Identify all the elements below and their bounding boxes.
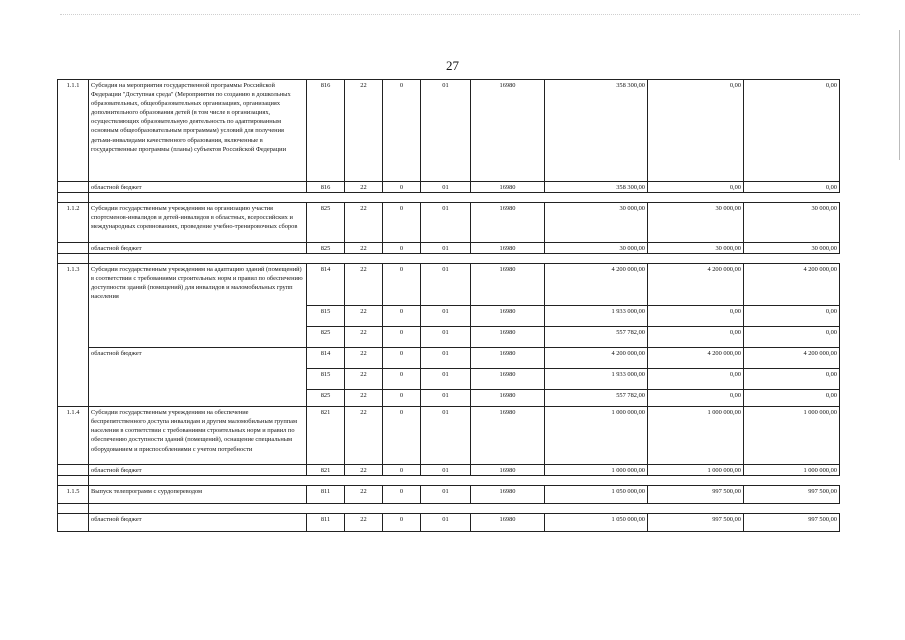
row-index: 1.1.5 [58, 486, 89, 504]
code-cell: 16980 [471, 243, 545, 254]
code-cell: 01 [421, 80, 471, 182]
row-gap [58, 254, 840, 264]
code-cell: 01 [421, 327, 471, 348]
amount-cell: 557 782,00 [545, 390, 648, 407]
code-cell: 825 [307, 390, 345, 407]
code-cell: 0 [383, 80, 421, 182]
code-cell: 22 [345, 348, 383, 369]
table-row [58, 203, 840, 243]
code-cell: 0 [383, 390, 421, 407]
amount-cell: 557 782,00 [545, 327, 648, 348]
table-row [58, 80, 840, 182]
code-cell: 815 [307, 306, 345, 327]
table-row [58, 243, 840, 254]
code-cell: 16980 [471, 514, 545, 532]
code-cell: 01 [421, 514, 471, 532]
amount-cell: 1 050 000,00 [545, 514, 648, 532]
amount-cell: 4 200 000,00 [648, 264, 744, 306]
amount-cell: 997 500,00 [744, 486, 840, 504]
row-description: Субсидии государственным учреждениям на адаптацию зданий (помещений) в соответствии с требованиями строительных норм и правил по обеспечению доступности зданий (помещений) для инвалидов и маломобильных групп населения [89, 264, 307, 348]
row-description: Выпуск телепрограмм с сурдопереводом [89, 486, 307, 504]
code-cell: 16980 [471, 203, 545, 243]
code-cell: 0 [383, 369, 421, 390]
table-row [58, 407, 840, 465]
code-cell: 0 [383, 306, 421, 327]
code-cell: 01 [421, 486, 471, 504]
code-cell: 22 [345, 486, 383, 504]
amount-cell: 997 500,00 [744, 514, 840, 532]
code-cell: 0 [383, 264, 421, 306]
row-index: 1.1.3 [58, 264, 89, 407]
code-cell: 01 [421, 465, 471, 476]
row-index: 1.1.4 [58, 407, 89, 465]
code-cell: 0 [383, 348, 421, 369]
code-cell: 01 [421, 348, 471, 369]
amount-cell: 0,00 [648, 390, 744, 407]
code-cell: 815 [307, 369, 345, 390]
amount-cell: 1 933 000,00 [545, 369, 648, 390]
amount-cell: 358 300,00 [545, 80, 648, 182]
amount-cell: 4 200 000,00 [545, 348, 648, 369]
row-description: областной бюджет [89, 243, 307, 254]
code-cell: 22 [345, 264, 383, 306]
amount-cell: 0,00 [648, 327, 744, 348]
row-description: областной бюджет [89, 465, 307, 476]
row-index [58, 465, 89, 476]
amount-cell: 0,00 [744, 369, 840, 390]
table-row [58, 465, 840, 476]
amount-cell: 1 000 000,00 [545, 407, 648, 465]
amount-cell: 30 000,00 [545, 203, 648, 243]
code-cell: 01 [421, 182, 471, 193]
code-cell: 0 [383, 182, 421, 193]
amount-cell: 0,00 [744, 327, 840, 348]
amount-cell: 30 000,00 [648, 203, 744, 243]
code-cell: 22 [345, 182, 383, 193]
amount-cell: 997 500,00 [648, 514, 744, 532]
code-cell: 01 [421, 390, 471, 407]
amount-cell: 30 000,00 [648, 243, 744, 254]
amount-cell: 1 050 000,00 [545, 486, 648, 504]
amount-cell: 0,00 [744, 80, 840, 182]
code-cell: 22 [345, 407, 383, 465]
row-index: 1.1.2 [58, 203, 89, 243]
code-cell: 16980 [471, 369, 545, 390]
amount-cell: 1 000 000,00 [648, 465, 744, 476]
code-cell: 16980 [471, 390, 545, 407]
amount-cell: 1 000 000,00 [545, 465, 648, 476]
scan-noise-top [60, 14, 860, 15]
code-cell: 816 [307, 182, 345, 193]
amount-cell: 0,00 [648, 306, 744, 327]
row-description: областной бюджет [89, 182, 307, 193]
code-cell: 816 [307, 80, 345, 182]
code-cell: 16980 [471, 327, 545, 348]
code-cell: 22 [345, 306, 383, 327]
code-cell: 22 [345, 80, 383, 182]
code-cell: 825 [307, 243, 345, 254]
amount-cell: 997 500,00 [648, 486, 744, 504]
amount-cell: 1 000 000,00 [744, 465, 840, 476]
code-cell: 0 [383, 243, 421, 254]
code-cell: 16980 [471, 80, 545, 182]
code-cell: 22 [345, 369, 383, 390]
table-row [58, 264, 840, 306]
amount-cell: 0,00 [744, 182, 840, 193]
code-cell: 01 [421, 306, 471, 327]
budget-table [57, 79, 840, 532]
table-row [58, 348, 840, 369]
code-cell: 814 [307, 348, 345, 369]
code-cell: 16980 [471, 348, 545, 369]
amount-cell: 30 000,00 [545, 243, 648, 254]
code-cell: 0 [383, 407, 421, 465]
row-gap [58, 504, 840, 514]
code-cell: 825 [307, 203, 345, 243]
code-cell: 811 [307, 486, 345, 504]
code-cell: 821 [307, 407, 345, 465]
code-cell: 16980 [471, 486, 545, 504]
code-cell: 01 [421, 243, 471, 254]
row-index [58, 182, 89, 193]
code-cell: 16980 [471, 264, 545, 306]
code-cell: 821 [307, 465, 345, 476]
table-row [58, 182, 840, 193]
code-cell: 0 [383, 465, 421, 476]
code-cell: 22 [345, 465, 383, 476]
amount-cell: 4 200 000,00 [545, 264, 648, 306]
code-cell: 01 [421, 264, 471, 306]
table-row [58, 486, 840, 504]
page-number: 27 [446, 58, 459, 73]
row-index [58, 514, 89, 532]
code-cell: 22 [345, 514, 383, 532]
amount-cell: 30 000,00 [744, 203, 840, 243]
row-description: Субсидия на мероприятия государственной программы Российской Федерации "Доступная среда" (Мероприятия по созданию в дошкольных образовательных, общеобразовательных организациях, организациях дополнительного образования детей (в том числе в организациях, осуществляющих образовательную деятельность по адаптированным основным общеобразовательным программам) условий для получения детьми-инвалидами качественного образования, включенные в государственные программы (планы) субъектов Российской Федерации [89, 80, 307, 182]
code-cell: 811 [307, 514, 345, 532]
row-description: областной бюджет [89, 514, 307, 532]
code-cell: 814 [307, 264, 345, 306]
row-description: областной бюджет [89, 348, 307, 407]
amount-cell: 0,00 [648, 369, 744, 390]
row-index [58, 243, 89, 254]
code-cell: 825 [307, 327, 345, 348]
code-cell: 0 [383, 514, 421, 532]
amount-cell: 358 300,00 [545, 182, 648, 193]
code-cell: 16980 [471, 306, 545, 327]
amount-cell: 1 000 000,00 [744, 407, 840, 465]
amount-cell: 4 200 000,00 [744, 264, 840, 306]
code-cell: 22 [345, 243, 383, 254]
amount-cell: 1 000 000,00 [648, 407, 744, 465]
row-gap [58, 476, 840, 486]
table-row [58, 514, 840, 532]
code-cell: 0 [383, 327, 421, 348]
amount-cell: 0,00 [744, 390, 840, 407]
scan-edge-line [899, 30, 900, 160]
code-cell: 0 [383, 203, 421, 243]
code-cell: 22 [345, 390, 383, 407]
code-cell: 22 [345, 327, 383, 348]
row-description: Субсидии государственным учреждениям на обеспечение беспрепятственного доступа инвалидам и другим маломобильным группам населения в соответствии с требованиями строительных норм и правил по обеспечению доступности зданий (помещений), оснащение специальным оборудованием и приспособлениями с учетом потребности [89, 407, 307, 465]
code-cell: 01 [421, 203, 471, 243]
row-gap [58, 193, 840, 203]
amount-cell: 4 200 000,00 [744, 348, 840, 369]
code-cell: 16980 [471, 407, 545, 465]
amount-cell: 4 200 000,00 [648, 348, 744, 369]
amount-cell: 0,00 [744, 306, 840, 327]
code-cell: 01 [421, 407, 471, 465]
amount-cell: 1 933 000,00 [545, 306, 648, 327]
row-index: 1.1.1 [58, 80, 89, 182]
code-cell: 22 [345, 203, 383, 243]
code-cell: 16980 [471, 182, 545, 193]
code-cell: 16980 [471, 465, 545, 476]
code-cell: 0 [383, 486, 421, 504]
amount-cell: 0,00 [648, 182, 744, 193]
amount-cell: 0,00 [648, 80, 744, 182]
code-cell: 01 [421, 369, 471, 390]
row-description: Субсидии государственным учреждениям на организацию участия спортсменов-инвалидов и детей-инвалидов в областных, всероссийских и международных соревнованиях, проведение учебно-тренировочных сборов [89, 203, 307, 243]
amount-cell: 30 000,00 [744, 243, 840, 254]
